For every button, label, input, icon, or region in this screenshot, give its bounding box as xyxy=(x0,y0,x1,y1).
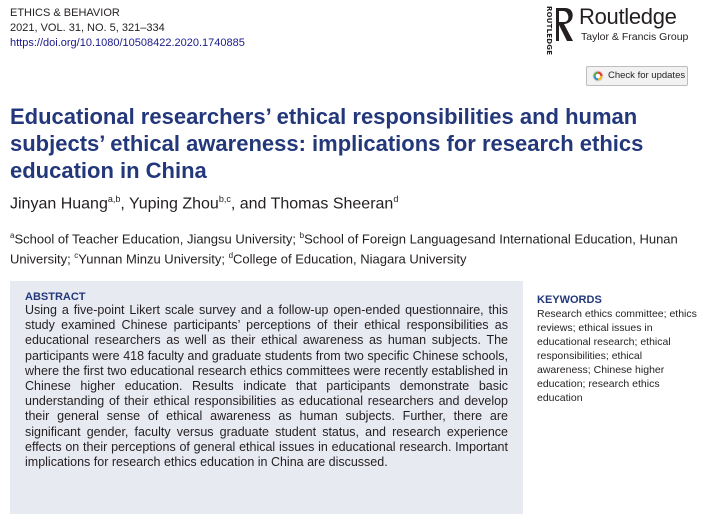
publisher-logo[interactable] xyxy=(541,2,691,56)
author-separator: , and xyxy=(230,195,271,213)
author-affiliation-marker: d xyxy=(393,194,399,204)
abstract-text: Using a five-point Likert scale survey and a follow-up open-ended questionnaire, this study examined Chinese participants’ perceptions of their ethical responsibilities as educational researchers as well as their ethical awareness as human subjects. The participants were 418 faculty and graduate students from two specific Chinese schools, where the first two educational research ethics committees were recently established in Chinese higher education. Results indicate that participants demonstrate basic understanding of their ethical responsibilities as educational researchers and develop their general sense of ethical awareness as human subjects. Further, there are significant gender, faculty versus graduate student status, and research experience effects on their perceptions of general ethical issues in educational research. Important implications for research ethics education in China are discussed. xyxy=(25,303,508,470)
author-name[interactable]: Jinyan Huang xyxy=(10,195,108,213)
publisher-vertical-text: ROUTLEDGE xyxy=(545,6,553,56)
keywords-heading: KEYWORDS xyxy=(537,294,602,306)
author-affiliation-marker: b,c xyxy=(218,194,231,204)
doi-link[interactable]: https://doi.org/10.1080/10508422.2020.1740885 xyxy=(10,37,245,49)
affiliation-text: Yunnan Minzu University; xyxy=(78,251,229,267)
author-affiliation-marker: a,b xyxy=(107,194,121,204)
affiliation-text: School of Foreign Languagesand International Education, Hunan University; xyxy=(10,231,678,267)
routledge-logo-icon xyxy=(553,5,577,43)
keywords-text: Research ethics committee; ethics reviews; ethical issues in educational research; ethical responsibilities; ethical awareness; Chinese higher education; research ethics education xyxy=(537,308,697,404)
affiliation-text: College of Education, Niagara University xyxy=(233,251,467,267)
affiliations xyxy=(10,227,700,268)
journal-name: ETHICS & BEHAVIOR xyxy=(10,7,120,19)
keywords-section xyxy=(537,293,697,405)
affiliation-marker: d xyxy=(228,251,234,261)
affiliation-marker: b xyxy=(299,231,305,240)
publisher-subtitle: Taylor & Francis Group xyxy=(581,31,689,43)
author-list xyxy=(10,194,398,213)
journal-header xyxy=(10,6,245,51)
crossmark-icon xyxy=(592,70,604,82)
author-name[interactable]: Thomas Sheeran xyxy=(270,195,394,213)
journal-citation: 2021, VOL. 31, NO. 5, 321–334 xyxy=(10,22,165,34)
check-for-updates-button[interactable] xyxy=(586,66,688,86)
check-for-updates-label: Check for updates xyxy=(608,70,686,81)
author-name[interactable]: Yuping Zhou xyxy=(128,195,219,213)
article-title: Educational researchers’ ethical responsibilities and human subjects’ ethical awareness: implications for research ethics education in China xyxy=(10,104,644,183)
abstract-section xyxy=(10,281,523,514)
abstract-heading: ABSTRACT xyxy=(25,291,86,303)
affiliation-marker: c xyxy=(74,251,79,261)
publisher-name: Routledge xyxy=(579,4,677,29)
author-separator: , xyxy=(120,195,129,213)
affiliation-text: School of Teacher Education, Jiangsu University; xyxy=(14,231,300,247)
affiliation-marker: a xyxy=(10,231,15,240)
